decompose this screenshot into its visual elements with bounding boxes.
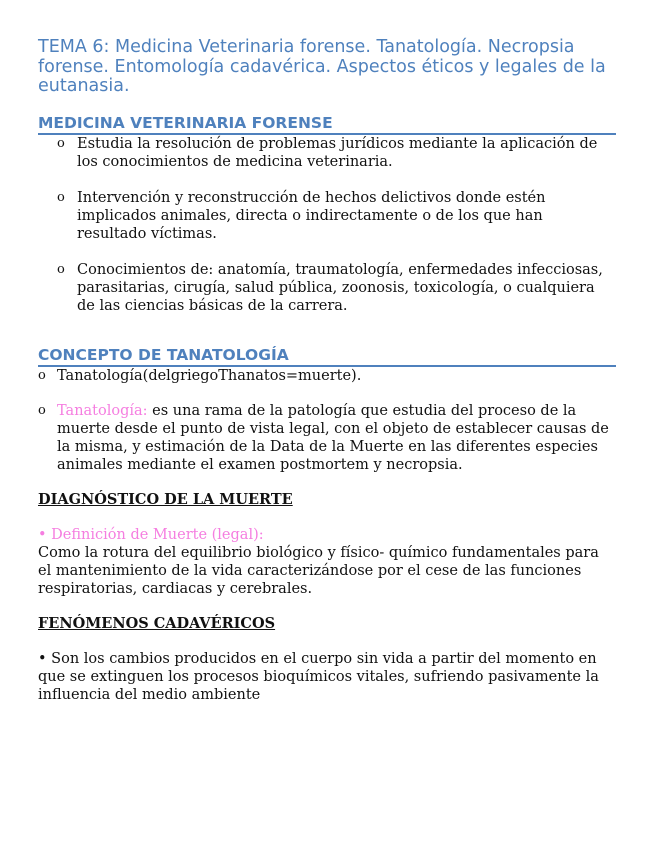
list-item-text: Intervención y reconstrucción de hechos delictivos donde estén implicados animales, directa o indirectamente o de los que han resultado víctimas. xyxy=(77,189,546,242)
list-item xyxy=(38,402,616,474)
list-item xyxy=(38,367,616,385)
list-item-text: Estudia la resolución de problemas jurídicos mediante la aplicación de los conocimientos de medicina veterinaria. xyxy=(77,135,598,170)
section-heading-concepto-tanatologia: CONCEPTO DE TANATOLOGÍA xyxy=(38,346,616,367)
list-item-text: Conocimientos de: anatomía, traumatología, enfermedades infecciosas, parasitarias, cirugía, salud pública, zoonosis, toxicología, o cualquiera de las ciencias básicas de la carrera. xyxy=(77,261,603,314)
list-item xyxy=(38,189,616,243)
circle-bullet-icon: o xyxy=(38,367,46,383)
concepto-tanatologia-list xyxy=(38,367,616,474)
circle-bullet-icon: o xyxy=(38,402,46,418)
medicina-forense-list xyxy=(38,135,616,315)
document-title: TEMA 6: Medicina Veterinaria forense. Tanatología. Necropsia forense. Entomología cadavérica. Aspectos éticos y legales de la eutanasia. xyxy=(38,37,606,96)
heading-diagnostico-muerte: DIAGNÓSTICO DE LA MUERTE xyxy=(38,490,293,508)
fenomenos-cadavericos-text: • Son los cambios producidos en el cuerpo sin vida a partir del momento en que se extinguen los procesos bioquímicos vitales, sufriendo pasivamente la influencia del medio ambiente xyxy=(38,650,599,703)
list-item xyxy=(38,135,616,171)
tanatologia-term: Tanatología: xyxy=(57,402,148,419)
circle-bullet-icon: o xyxy=(57,261,65,277)
definicion-muerte-text: Como la rotura del equilibrio biológico y físico- químico fundamentales para el mantenimiento de la vida caracterizándose por el cese de las funciones respiratorias, cardiacas y cerebrales. xyxy=(38,544,599,597)
list-item xyxy=(38,261,616,315)
document-page xyxy=(38,38,616,704)
circle-bullet-icon: o xyxy=(57,189,65,205)
list-item-text: es una rama de la patología que estudia del proceso de la muerte desde el punto de vista legal, con el objeto de establecer causas de la misma, y estimación de la Data de la Muerte en las diferentes especies animales mediante el examen postmortem y necropsia. xyxy=(57,402,609,473)
circle-bullet-icon: o xyxy=(57,135,65,151)
heading-fenomenos-cadavericos: FENÓMENOS CADAVÉRICOS xyxy=(38,614,276,632)
list-item-text: Tanatología(delgriegoThanatos=muerte). xyxy=(57,367,362,384)
section-heading-medicina-forense: MEDICINA VETERINARIA FORENSE xyxy=(38,114,616,135)
definicion-muerte-label: • Definición de Muerte (legal): xyxy=(38,526,264,543)
